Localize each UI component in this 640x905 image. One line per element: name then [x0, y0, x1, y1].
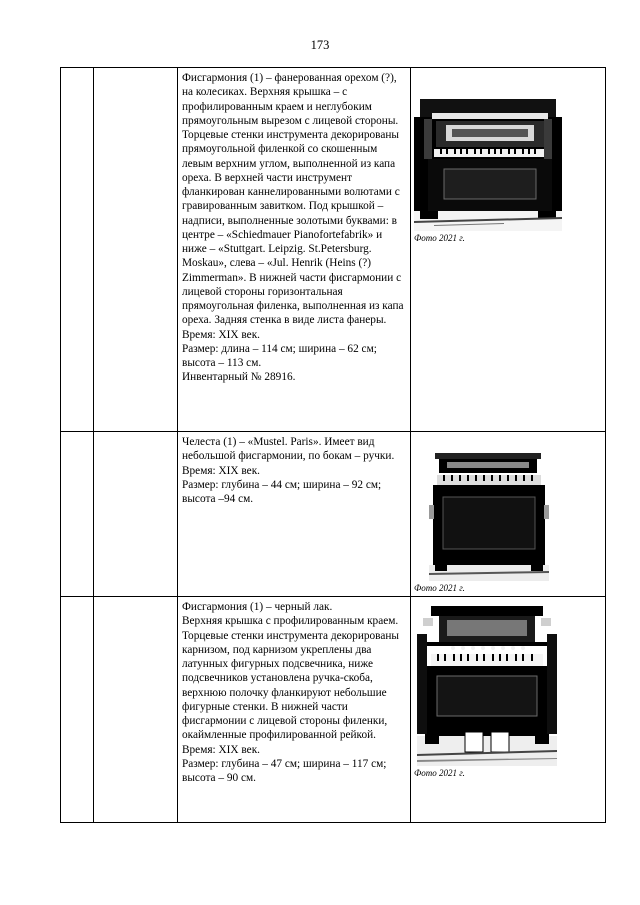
empty-cell	[94, 432, 178, 597]
description-text: Фисгармония (1) – фанерованная орехом (?), на колесиках. Верхняя крышка – с профилированным краем и неглубоким прямоугольным вырезом с лицевой стороны. Торцевые стенки инструмента декорированы прямоугольной филенкой со скошенным левым верхним углом, выполненной из капа ореха. В верхней части инструмент фланкирован каннелированными волютами с гравированным завитком. Под крышкой – надписи, выполненные золотыми буквами: в центре – «Schiedmauer Pianofortefabrik» и ниже – «Stuttgart. Leipzig. St.Petersburg. Moskau», слева – «Jul. Henrik (Heins (?) Zimmerman». В нижней части фисгармонии с лицевой стороны горизонтальная прямоугольная филенка, выполненная из капа ореха. Задняя стенка в виде листа фанеры.	[182, 72, 404, 327]
harmonium-photo	[414, 99, 562, 231]
photo-caption: Фото 2021 г.	[414, 583, 465, 593]
black-harmonium-photo	[417, 604, 557, 766]
table-row	[61, 597, 606, 823]
empty-cell	[61, 68, 94, 432]
empty-cell	[94, 68, 178, 432]
empty-cell	[94, 597, 178, 823]
dimensions-text: Размер: глубина – 47 см; ширина – 117 см; высота – 90 см.	[182, 757, 387, 784]
photo-caption: Фото 2021 г.	[414, 233, 465, 243]
photo-caption: Фото 2021 г.	[414, 768, 465, 778]
description-text: Верхняя крышка с профилированным краем. Торцевые стенки инструмента декорированы карнизом, под карнизом укреплены два латунных фигурных подсвечника, ниже подсвечников установлена ручка-скоба, верхнюю полочку фланкируют небольшие фигурные стенки. В нижней части фисгармонии с лицевой стороны филенки, окаймленные профилированной рейкой.	[182, 615, 399, 742]
description-text: Челеста (1) – «Mustel. Paris». Имеет вид небольшой фисгармонии, по бокам – ручки.	[182, 436, 395, 463]
page-number: 173	[310, 38, 330, 52]
period-text: Время: XIX век.	[182, 464, 261, 477]
inventory-table	[60, 67, 606, 823]
description-text: Фисгармония (1) – черный лак.	[182, 601, 333, 613]
description-cell	[178, 68, 411, 432]
empty-cell	[61, 432, 94, 597]
dimensions-text: Размер: длина – 114 см; ширина – 62 см; высота – 113 см.	[182, 342, 377, 369]
description-cell	[178, 597, 411, 823]
dimensions-text: Размер: глубина – 44 см; ширина – 92 см; высота –94 см.	[182, 478, 382, 505]
photo-cell	[411, 597, 606, 823]
photo-cell	[411, 432, 606, 597]
description-cell	[178, 432, 411, 597]
celesta-photo	[429, 449, 549, 581]
table-row	[61, 68, 606, 432]
period-text: Время: XIX век.	[182, 743, 261, 756]
period-text: Время: XIX век.	[182, 328, 261, 341]
photo-cell	[411, 68, 606, 432]
table-row	[61, 432, 606, 597]
inventory-number: Инвентарный № 28916.	[182, 371, 296, 384]
empty-cell	[61, 597, 94, 823]
